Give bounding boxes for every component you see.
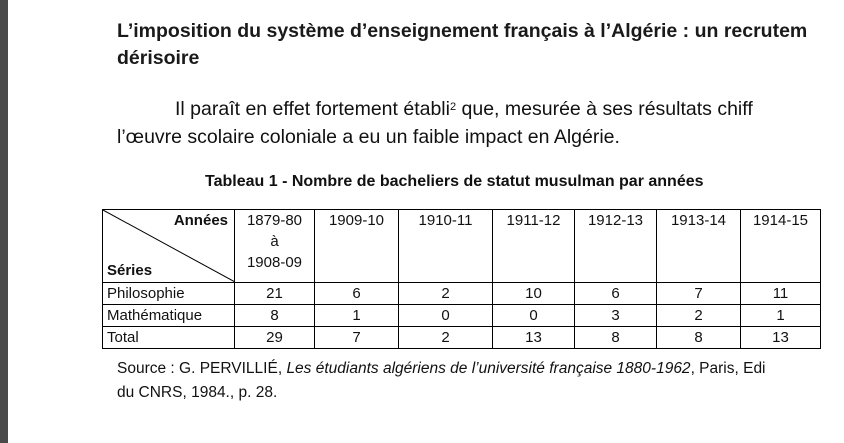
table-cell: 2 [399,327,493,349]
source-line-1 [117,357,766,381]
header-year: 1912-13 [575,210,657,283]
table-cell: 10 [493,283,575,305]
paragraph-line-1 [117,94,753,124]
row-label: Total [103,327,235,349]
section-heading [117,18,844,72]
table-row [103,305,821,327]
footnote-marker[interactable]: 2 [449,101,457,113]
table-corner-cell [103,210,235,283]
table-cell: 0 [493,305,575,327]
header-year: 1913-14 [657,210,741,283]
source-prefix: Source : G. PERVILLIÉ, [117,360,287,377]
header-year: 1911-12 [493,210,575,283]
table-cell: 13 [741,327,821,349]
year-range-connector: à [270,233,279,250]
table-cell: 7 [315,327,399,349]
heading-line-2: dérisoire [117,47,200,69]
table-cell: 2 [657,305,741,327]
header-year: 1910-11 [399,210,493,283]
table-cell: 11 [741,283,821,305]
header-year: 1909-10 [315,210,399,283]
header-year-range [235,210,315,283]
source-line-2: du CNRS, 1984., p. 28. [117,384,278,401]
table-header-row [103,210,821,283]
source-title: Les étudiants algériens de l’université française 1880-1962 [286,360,691,377]
header-series: Séries [107,262,153,279]
table-cell: 21 [235,283,315,305]
table-cell: 13 [493,327,575,349]
table-cell: 2 [399,283,493,305]
table-cell: 3 [575,305,657,327]
table-row [103,327,821,349]
paragraph-line-2: l’œuvre scolaire coloniale a eu un faible impact en Algérie. [117,126,620,148]
table-cell: 8 [235,305,315,327]
table-cell: 8 [575,327,657,349]
table-cell: 6 [315,283,399,305]
table-cell: 29 [235,327,315,349]
year-range-start: 1879-80 [246,212,303,229]
table-row [103,283,821,305]
table-cell: 1 [315,305,399,327]
header-annees: Années [173,212,228,229]
source-citation [117,357,766,405]
table-cell: 1 [741,305,821,327]
header-year: 1914-15 [741,210,821,283]
paragraph-text-before-footnote: Il paraît en effet fortement établi [175,98,450,120]
row-label: Philosophie [103,283,235,305]
source-suffix: , Paris, Edi [690,360,766,377]
year-range-end: 1908-09 [246,254,303,271]
table-caption: Tableau 1 - Nombre de bacheliers de statut musulman par années [205,173,704,190]
heading-line-1: L’imposition du système d’enseignement français à l’Algérie : un recrutem [117,20,808,42]
table-cell: 7 [657,283,741,305]
paragraph-text-after-footnote: que, mesurée à ses résultats chiff [456,98,753,120]
row-label: Mathématique [103,305,235,327]
table-cell: 6 [575,283,657,305]
bacheliers-table [102,209,821,349]
table-cell: 8 [657,327,741,349]
table-cell: 0 [399,305,493,327]
